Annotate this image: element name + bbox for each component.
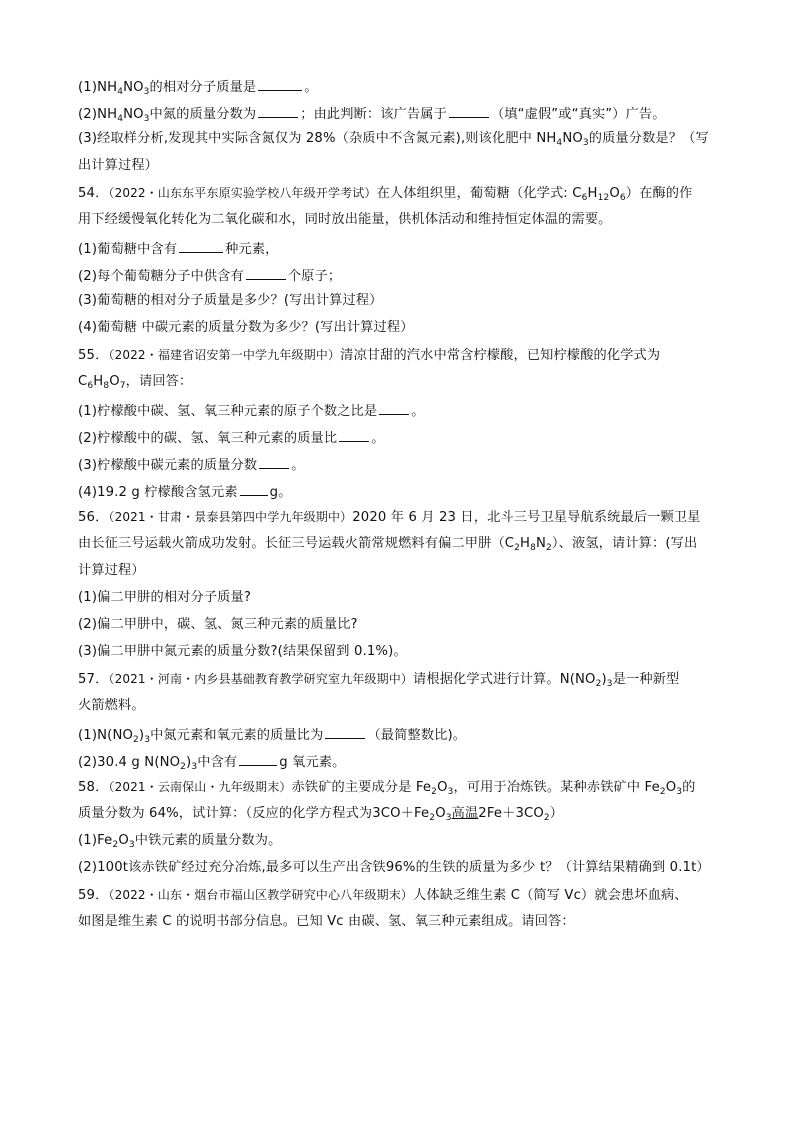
answer-blank[interactable] (258, 103, 298, 118)
question-line: 计算过程） (78, 563, 145, 578)
question-line: $(1)NH_4NO_3$的相对分子质量是 。 (78, 76, 728, 101)
question-source: （2021・甘肃・景泰县第四中学九年级期中） (108, 510, 353, 524)
question-source: （2022・山东东平东原实验学校八年级开学考试） (108, 186, 377, 200)
question-line: (2)每个葡萄糖分子中供含有 个原子； (78, 265, 728, 286)
question-line: 用下经缓慢氧化转化为二氧化碳和水，同时放出能量，供机体活动和维持恒定体温的需要。 (78, 212, 612, 227)
question-59: 59．（2022・山东・烟台市福山区教学研究中心八年级期末）人体缺乏维生素 C（简写 Vc）就会患坏血病、 (78, 888, 688, 903)
question-line: 质量分数为 64%，试计算：（反应的化学方程式为$3CO+Fe_2O_3$高温$2Fe+3CO_2$） (78, 806, 564, 823)
question-line: $(1)N(NO_2)_3$中氮元素和氧元素的质量比为 （最简整数比)。 (78, 724, 728, 749)
question-56: 56．（2021・甘肃・景泰县第四中学九年级期中）2020 年 6 月 23 日，北斗三号卫星导航系统最后一颗卫星 (78, 510, 701, 525)
question-line: (3)偏二甲肼中氮元素的质量分数?(结果保留到 0.1%)。 (78, 644, 407, 659)
answer-blank[interactable] (239, 751, 277, 766)
question-line: 出计算过程） (78, 158, 159, 173)
answer-blank[interactable] (246, 265, 286, 280)
question-line: (3)经取样分析,发现其中实际含氮仅为 28%（杂质中不含氮元素),则该化肥中 $NH_4NO_3$的质量分数是？（写 (78, 131, 709, 148)
question-55: 55．（2022・福建省诏安第一中学九年级期中）清凉甘甜的汽水中常含柠檬酸，已知柠檬酸的化学式为 (78, 348, 661, 363)
question-line: (1)偏二甲肼的相对分子质量? (78, 590, 251, 605)
answer-blank[interactable] (179, 238, 223, 253)
answer-blank[interactable] (240, 481, 268, 496)
question-line: (2)100t该赤铁矿经过充分冶炼,最多可以生产出含铁96%的生铁的质量为多少 t？（计算结果精确到 0.1t） (78, 860, 710, 875)
question-54: 54．（2022・山东东平东原实验学校八年级开学考试）在人体组织里，葡萄糖（化学式: $C_6H_{12}O_6$）在酶的作 (78, 186, 693, 203)
question-line: (2)30.4 g $N(NO_2)_3$中含有 g 氧元素。 (78, 751, 728, 776)
answer-blank[interactable] (259, 454, 289, 469)
question-57: 57．（2021・河南・内乡县基础教育教学研究室九年级期中）请根据化学式进行计算。$N(NO_2)_3$是一种新型 (78, 672, 680, 689)
question-line: (4)葡萄糖 中碳元素的质量分数为多少？(写出计算过程） (78, 320, 414, 335)
question-line: (2)柠檬酸中的碳、氢、氧三种元素的质量比 。 (78, 427, 728, 448)
question-line: $C_6H_8O_7$，请回答： (78, 374, 193, 391)
question-line: (2)偏二甲肼中，碳、氢、氮三种元素的质量比? (78, 617, 358, 632)
question-line: $(2)NH_4NO_3$中氮的质量分数为 ；由此判断：该广告属于 （填“虚假”或“真实”）广告。 (78, 103, 728, 128)
question-line: 火箭燃料。 (78, 698, 145, 713)
question-58: 58．（2021・云南保山・九年级期末）赤铁矿的主要成分是 $Fe_2O_3$，可用于冶炼铁。某种赤铁矿中 $Fe_2O_3$的 (78, 780, 696, 797)
answer-blank[interactable] (258, 76, 302, 91)
question-source: （2021・河南・内乡县基础教育教学研究室九年级期中） (108, 672, 414, 686)
question-line: $(1)Fe_2O_3$中铁元素的质量分数为。 (78, 833, 282, 850)
question-line: 由长征三号运载火箭成功发射。长征三号运载火箭常规燃料有偏二甲肼$(C_2H_8N_2)$、液氢，请计算：(写出 (78, 536, 698, 553)
question-source: （2022・山东・烟台市福山区教学研究中心八年级期末） (108, 888, 414, 902)
question-line: (4)19.2 g 柠檬酸含氢元素 g。 (78, 481, 728, 502)
question-line: (3)柠檬酸中碳元素的质量分数 。 (78, 454, 728, 475)
answer-blank[interactable] (339, 427, 369, 442)
question-line: (3)葡萄糖的相对分子质量是多少？(写出计算过程） (78, 293, 383, 308)
answer-blank[interactable] (379, 400, 409, 415)
question-line: 如图是维生素 C 的说明书部分信息。已知 Vc 由碳、氢、氧三种元素组成。请回答： (78, 914, 575, 929)
question-source: （2022・福建省诏安第一中学九年级期中） (108, 348, 341, 362)
reaction-condition: 高温 (451, 806, 479, 821)
answer-blank[interactable] (325, 724, 365, 739)
question-source: （2021・云南保山・九年级期末） (108, 780, 292, 794)
answer-blank[interactable] (449, 103, 489, 118)
question-line: (1)柠檬酸中碳、氢、氧三种元素的原子个数之比是 。 (78, 400, 728, 421)
question-line: (1)葡萄糖中含有 种元素， (78, 238, 728, 259)
